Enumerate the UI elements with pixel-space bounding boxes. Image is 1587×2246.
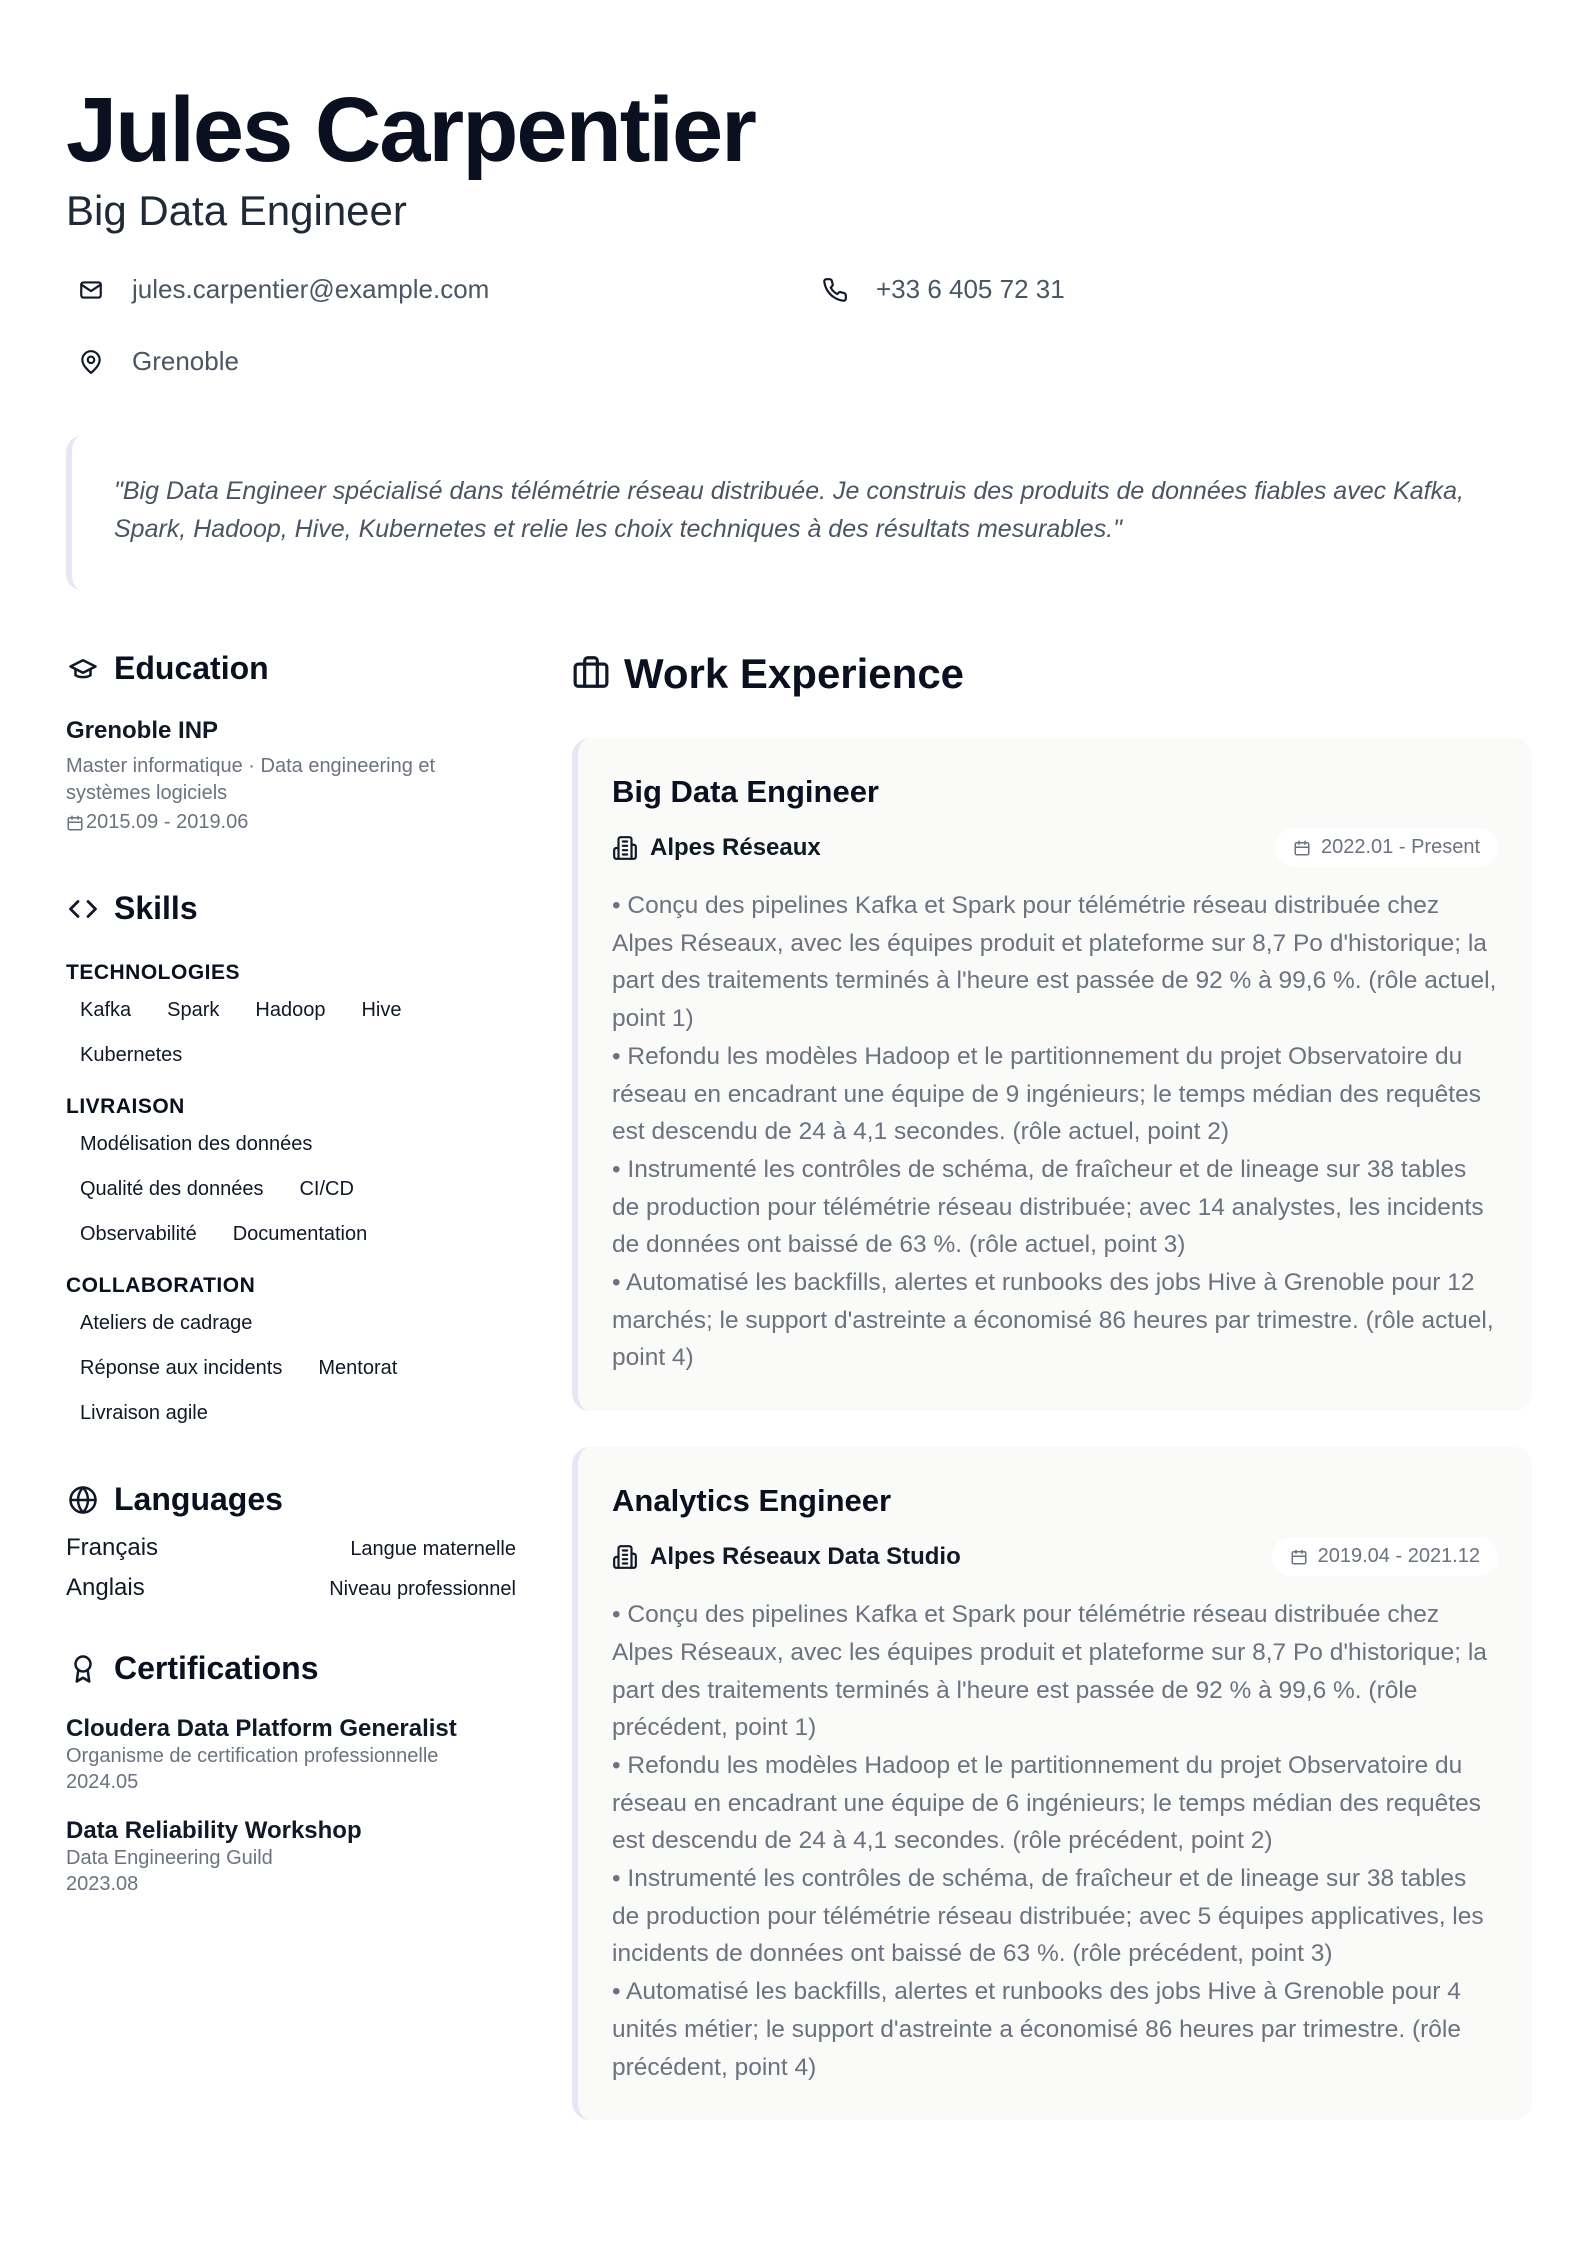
contact-phone[interactable] — [810, 274, 1065, 305]
job-bullet: • Refondu les modèles Hadoop et le partitionnement du projet Observatoire du réseau en encadrant une équipe de 9 ingénieurs; le temps médian des requêtes est descendu de 24 à 4,1 secondes. (rôle actuel, point 2) — [612, 1042, 1481, 1146]
phone-text: +33 6 405 72 31 — [876, 274, 1065, 304]
globe-icon — [66, 1483, 100, 1517]
calendar-icon — [1290, 1548, 1308, 1566]
building-icon — [612, 1544, 638, 1570]
skills-section-header — [66, 890, 516, 927]
certification-date: 2024.05 — [66, 1771, 139, 1793]
code-icon — [66, 892, 100, 926]
skill-chip: Modélisation des données — [80, 1133, 313, 1155]
phone-icon — [820, 275, 850, 305]
job-dates: 2019.04 - 2021.12 — [1317, 1545, 1480, 1568]
email-text: jules.carpentier@example.com — [132, 274, 490, 304]
certification-item — [66, 1817, 516, 1897]
education-dates — [66, 811, 516, 834]
education-degree: Master informatique · Data engineering et systèmes logiciels — [66, 755, 436, 804]
certifications-heading: Certifications — [114, 1650, 319, 1686]
skill-chip: Réponse aux incidents — [80, 1357, 283, 1379]
contact-info — [66, 274, 1466, 394]
certification-name: Cloudera Data Platform Generalist — [66, 1715, 457, 1742]
skill-chip: CI/CD — [299, 1178, 354, 1200]
job-date-badge — [1275, 828, 1498, 867]
skill-chips — [66, 1304, 516, 1439]
skill-chip: Hive — [361, 999, 402, 1021]
education-dates-text: 2015.09 - 2019.06 — [86, 811, 249, 833]
experience-section-header — [572, 650, 1532, 698]
job-bullets — [612, 887, 1498, 1377]
language-name: Anglais — [66, 1574, 145, 1601]
job-card — [572, 1447, 1532, 2120]
education-section-header — [66, 650, 516, 687]
education-school: Grenoble INP — [66, 717, 219, 744]
language-row — [66, 1574, 516, 1602]
award-icon — [66, 1652, 100, 1686]
languages-list — [66, 1534, 516, 1602]
skills-heading: Skills — [114, 890, 198, 926]
mail-icon — [76, 275, 106, 305]
skill-chip: Hadoop — [255, 999, 326, 1021]
languages-heading: Languages — [114, 1481, 283, 1517]
company-name: Alpes Réseaux — [650, 833, 821, 861]
job-bullet: • Automatisé les backfills, alertes et runbooks des jobs Hive à Grenoble pour 12 marchés; le support d'astreinte a économisé 86 heures par trimestre. (rôle actuel, point 4) — [612, 1269, 1494, 1372]
skill-chip: Ateliers de cadrage — [80, 1312, 253, 1334]
certification-org: Data Engineering Guild — [66, 1847, 273, 1869]
job-meta — [612, 1537, 1498, 1576]
map-pin-icon — [76, 347, 106, 377]
language-level: Langue maternelle — [350, 1538, 516, 1560]
calendar-icon — [1293, 839, 1311, 857]
job-bullet: • Instrumenté les contrôles de schéma, de fraîcheur et de lineage sur 38 tables de production pour télémétrie réseau distribuée; avec 5 équipes applicatives, les incidents de données ont baissé de 63 %. (rôle précédent, point 3) — [612, 1865, 1484, 1968]
skill-chip: Documentation — [232, 1223, 368, 1245]
skill-chip: Livraison agile — [80, 1402, 208, 1424]
job-bullet: • Refondu les modèles Hadoop et le partitionnement du projet Observatoire du réseau en encadrant une équipe de 6 ingénieurs; le temps médian des requêtes est descendu de 24 à 4,1 secondes. (rôle précédent, point 2) — [612, 1751, 1481, 1855]
job-bullets — [612, 1596, 1498, 2086]
building-icon — [612, 835, 638, 861]
job-title: Big Data Engineer — [612, 774, 879, 809]
summary-quote — [66, 436, 1486, 590]
job-date-badge — [1272, 1537, 1498, 1576]
skill-chip: Qualité des données — [80, 1178, 264, 1200]
briefcase-icon — [572, 653, 610, 696]
job-title-heading: Big Data Engineer — [66, 187, 407, 234]
certification-org: Organisme de certification professionnelle — [66, 1745, 439, 1767]
job-title: Analytics Engineer — [612, 1483, 892, 1519]
skill-chip: Mentorat — [318, 1357, 398, 1379]
job-bullet: • Conçu des pipelines Kafka et Spark pour télémétrie réseau distribuée chez Alpes Réseaux, avec les équipes produit et plateforme sur 8,7 Po d'historique; la part des traitements terminés à l'heure est passée de 92 % à 99,6 %. (rôle actuel, point 1) — [612, 892, 1497, 1033]
job-card — [572, 738, 1532, 1411]
company-name: Alpes Réseaux Data Studio — [650, 1542, 961, 1570]
certification-date: 2023.08 — [66, 1873, 139, 1895]
graduation-cap-icon — [66, 652, 100, 686]
location-text: Grenoble — [132, 346, 239, 376]
skill-chips — [66, 1125, 516, 1260]
job-meta — [612, 828, 1498, 867]
summary-text: "Big Data Engineer spécialisé dans télémétrie réseau distribuée. Je construis des produits de données fiables avec Kafka, Spark, Hadoop, Hive, Kubernetes et relie les choix techniques à des résultats mesurables." — [114, 477, 1464, 543]
skill-category-title: COLLABORATION — [66, 1274, 256, 1297]
languages-section-header — [66, 1481, 516, 1518]
skill-chip: Kubernetes — [80, 1044, 183, 1066]
skill-chip: Kafka — [80, 999, 132, 1021]
contact-location — [66, 346, 239, 377]
certification-item — [66, 1715, 516, 1795]
language-name: Français — [66, 1534, 159, 1561]
job-dates: 2022.01 - Present — [1321, 836, 1480, 858]
job-company — [612, 1543, 961, 1571]
skill-category — [66, 961, 516, 1081]
language-row — [66, 1534, 516, 1562]
contact-email[interactable] — [66, 274, 489, 305]
resume-header — [66, 80, 755, 236]
skill-category-title: LIVRAISON — [66, 1095, 185, 1118]
person-name: Jules Carpentier — [66, 79, 755, 181]
skill-chip: Observabilité — [80, 1223, 197, 1245]
certifications-section-header — [66, 1650, 516, 1687]
experience-heading: Work Experience — [624, 650, 965, 697]
job-bullet: • Conçu des pipelines Kafka et Spark pour télémétrie réseau distribuée chez Alpes Réseaux, avec les équipes produit et plateforme sur 8,7 Po d'historique; la part des traitements terminés à l'heure est passée de 92 % à 99,6 %. (rôle précédent, point 1) — [612, 1601, 1487, 1742]
job-company — [612, 834, 821, 862]
skill-category — [66, 1274, 516, 1439]
job-bullet: • Automatisé les backfills, alertes et runbooks des jobs Hive à Grenoble pour 4 unités métier; le support d'astreinte a économisé 86 heures par trimestre. (rôle précédent, point 4) — [612, 1978, 1461, 2081]
skill-category — [66, 1095, 516, 1260]
skill-category-title: TECHNOLOGIES — [66, 961, 241, 984]
language-level: Niveau professionnel — [329, 1578, 516, 1600]
calendar-icon — [66, 814, 84, 832]
job-bullet: • Instrumenté les contrôles de schéma, de fraîcheur et de lineage sur 38 tables de production pour télémétrie réseau distribuée; avec 14 analystes, les incidents de données ont baissé de 63 %. (rôle actuel, point 3) — [612, 1155, 1484, 1259]
sidebar-column — [66, 650, 516, 1897]
skill-chips — [66, 991, 516, 1081]
education-heading: Education — [114, 650, 269, 686]
certification-name: Data Reliability Workshop — [66, 1817, 362, 1844]
skill-chip: Spark — [167, 999, 220, 1021]
experience-column — [572, 650, 1532, 2120]
